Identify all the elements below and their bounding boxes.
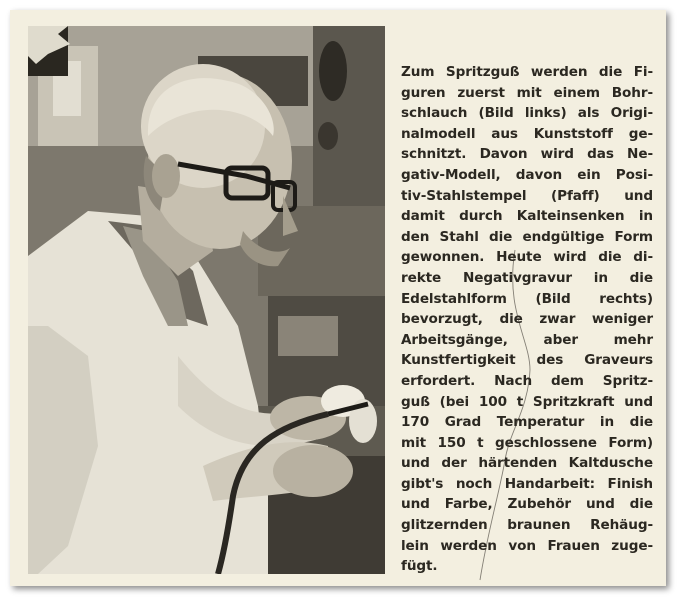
text-line: bevorzugt, die zwar weniger (401, 311, 653, 328)
text-line: guß (bei 100 t Spritzkraft und (401, 393, 653, 410)
newspaper-clipping (10, 10, 666, 586)
text-line: den Stahl die endgültige Form (401, 228, 653, 245)
text-line: 170 Grad Temperatur in die (401, 414, 653, 431)
text-line: und der härtenden Kaltdusche (401, 455, 653, 472)
photo-engraver-at-work (28, 26, 385, 574)
text-line: damit durch Kalteinsenken in (401, 208, 653, 225)
text-line: Kunstfertigkeit des Graveurs (401, 352, 653, 369)
text-line: fügt. (401, 558, 438, 575)
text-line: guren zuerst mit einem Bohr- (401, 84, 653, 101)
text-line: und Farbe, Zubehör und die (401, 496, 653, 513)
text-line: nalmodell aus Kunststoff ge- (401, 125, 653, 142)
text-line: Zum Spritzguß werden die Fi- (401, 64, 653, 80)
text-line: lein werden von Frauen zuge- (401, 537, 653, 554)
text-line: Arbeitsgänge, aber mehr (401, 331, 653, 348)
text-line: Edelstahlform (Bild rechts) (401, 290, 653, 307)
text-line: glitzernden braunen Rehäug- (401, 517, 653, 534)
text-line: gativ-Modell, davon ein Posi- (401, 166, 653, 183)
text-line: schlauch (Bild links) als Origi- (401, 105, 653, 122)
engraver-photo-illustration (28, 26, 385, 574)
article-text (401, 62, 653, 577)
text-line: rekte Negativgravur in die (401, 269, 653, 286)
text-line: schnitzt. Davon wird das Ne- (401, 146, 653, 163)
text-line: gewonnen. Heute wird die di- (401, 249, 653, 266)
text-line: tiv-Stahlstempel (Pfaff) und (401, 187, 653, 204)
text-line: mit 150 t geschlossene Form) (401, 434, 653, 451)
text-line: gibt's noch Handarbeit: Finish (401, 475, 653, 492)
text-line: erfordert. Nach dem Spritz- (401, 372, 653, 389)
